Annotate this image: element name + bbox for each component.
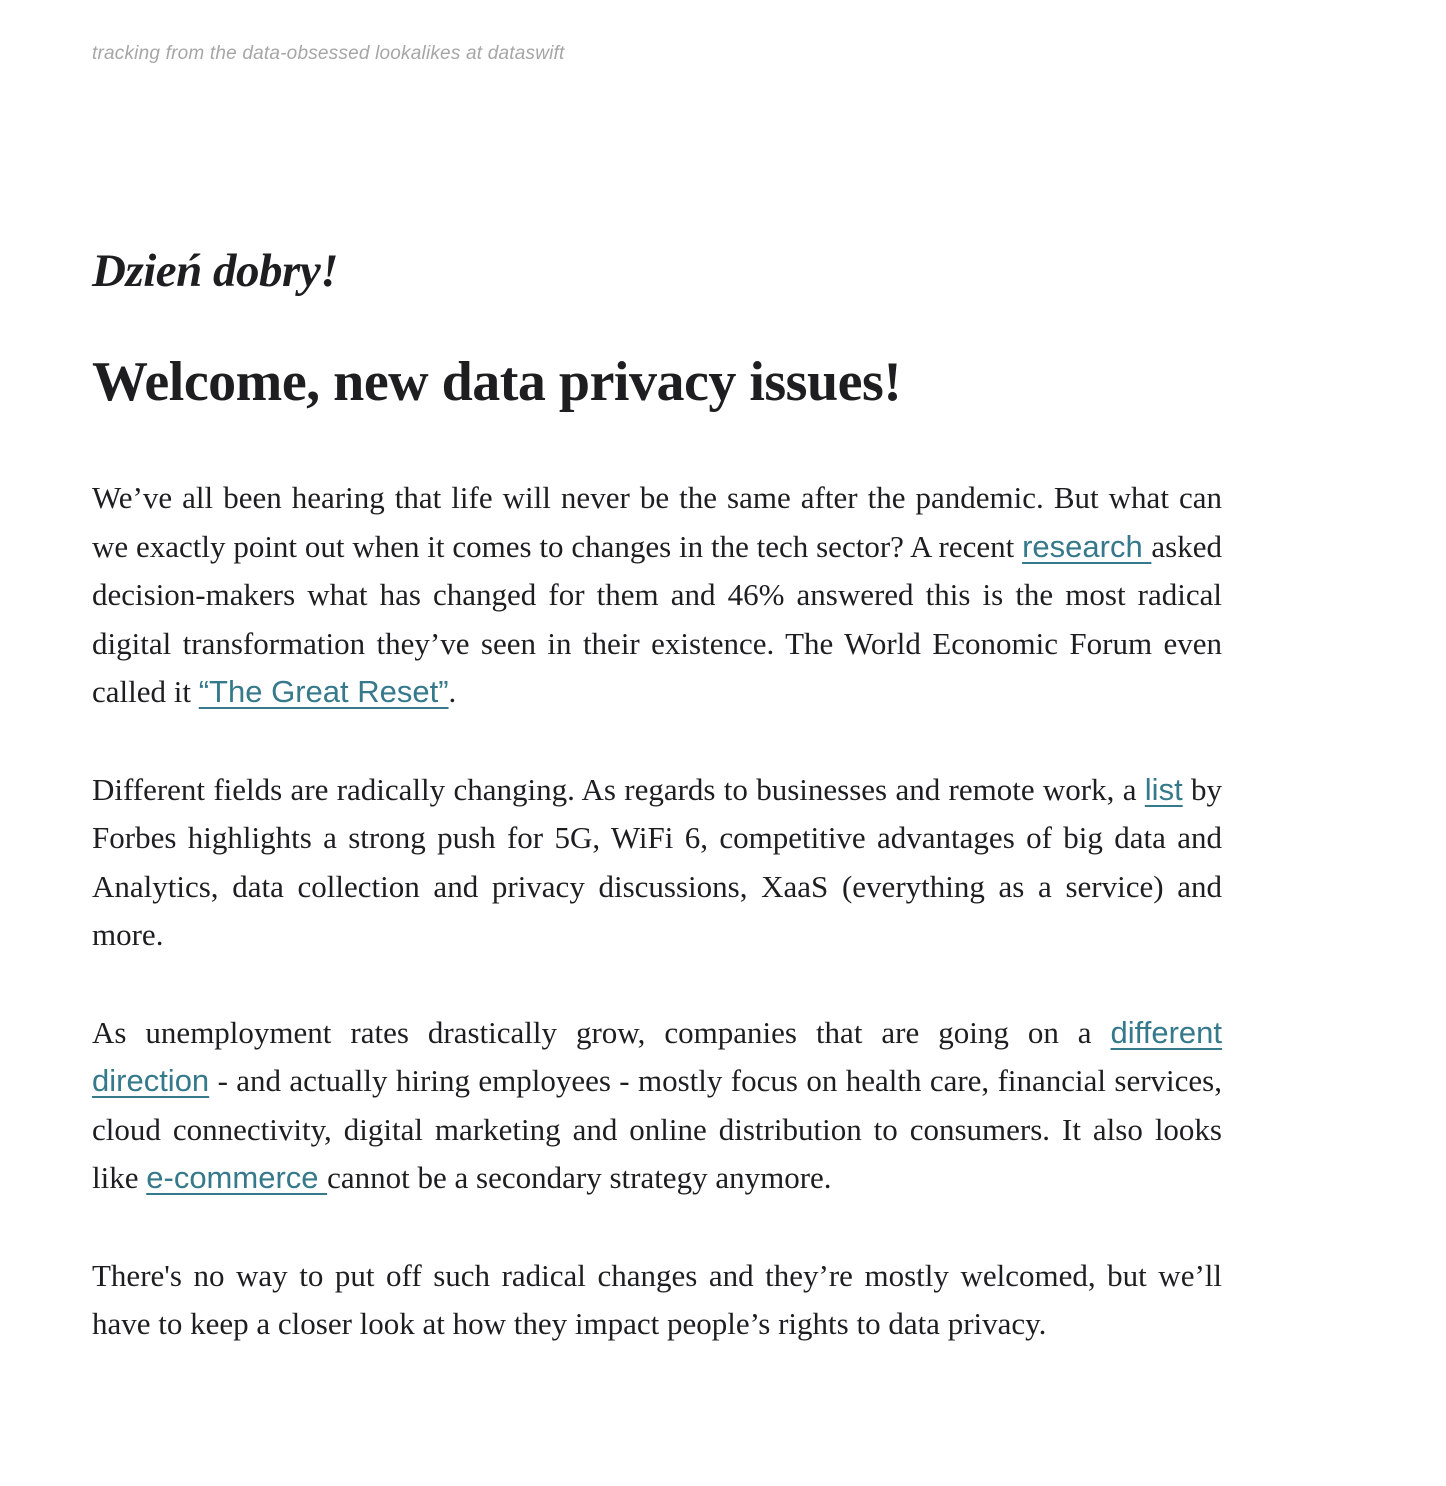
body-paragraph [92, 766, 1222, 960]
greeting-heading: Dzień dobry! [92, 245, 338, 297]
body-paragraph [92, 1252, 1222, 1349]
body-paragraph [92, 1009, 1222, 1203]
text-segment: - and actually hiring employees - mostly focus on health care, financial services, cloud connectivity, digital marketing and online distribution to consumers. It also looks like [92, 1063, 1222, 1196]
text-segment: Different fields are radically changing. As regards to businesses and remote work, a [92, 771, 1145, 807]
text-segment: cannot be a secondary strategy anymore. [327, 1160, 832, 1196]
text-segment: We’ve all been hearing that life will never be the same after the pandemic. But what can we exactly point out when it comes to changes in the tech sector? A recent [92, 480, 1222, 564]
preheader-text: tracking from the data-obsessed lookalikes at dataswift [92, 43, 565, 64]
text-segment: As unemployment rates drastically grow, companies that are going on a [92, 1014, 1111, 1050]
article-body [92, 474, 1222, 1349]
inline-link[interactable]: different direction [92, 1014, 1222, 1099]
text-segment: . [448, 674, 457, 710]
text-segment: by Forbes highlights a strong push for 5G, WiFi 6, competitive advantages of big data and Analytics, data collection and privacy discussions, XaaS (everything as a service) and more. [92, 771, 1223, 953]
text-segment: asked decision-makers what has changed for them and 46% answered this is the most radical digital transformation they’ve seen in their existence. The World Economic Forum even called it [92, 528, 1222, 710]
main-title: Welcome, new data privacy issues! [92, 351, 902, 414]
inline-link[interactable]: research [1022, 528, 1152, 564]
inline-link[interactable]: e-commerce [146, 1160, 328, 1196]
newsletter-page [92, 42, 1222, 1349]
inline-link[interactable]: list [1144, 771, 1183, 807]
inline-link[interactable]: “The Great Reset” [198, 674, 449, 710]
text-segment: There's no way to put off such radical changes and they’re mostly welcomed, but we’ll have to keep a closer look at how they impact people’s rights to data privacy. [92, 1257, 1222, 1342]
body-paragraph [92, 474, 1222, 717]
